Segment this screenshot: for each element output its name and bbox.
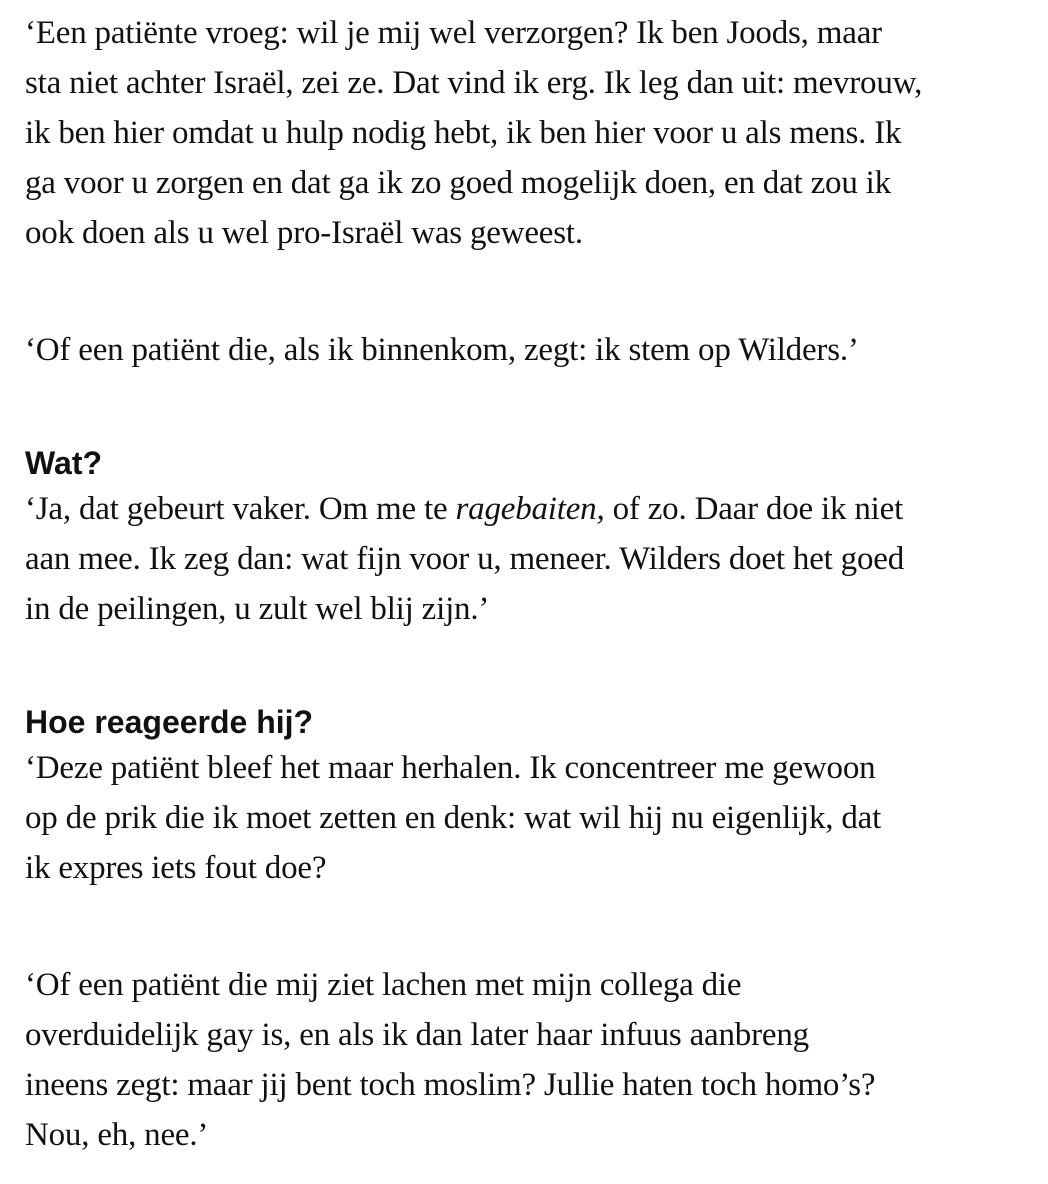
paragraph-2: ‘Of een patiënt die, als ik binnenkom, zegt: ik stem op Wilders.’ bbox=[25, 332, 859, 368]
paragraph-1: ‘Een patiënte vroeg: wil je mij wel verzorgen? Ik ben Joods, maar sta niet achter Israël, zei ze. Dat vind ik erg. Ik leg dan uit: mevrouw, ik ben hier omdat u hulp nodig hebt, ik ben hier voor u als mens. Ik ga voor u zorgen en dat ga ik zo goed mogelijk doen, en dat zou ik ook doen als u wel pro-Israël was geweest. bbox=[25, 15, 923, 251]
article-body bbox=[25, 8, 1048, 1160]
paragraph-spacer bbox=[25, 258, 1048, 325]
interview-question-2: Hoe reageerde hij? bbox=[25, 704, 314, 740]
paragraph-spacer bbox=[25, 375, 1048, 442]
paragraph-3-end: of zo. Daar doe ik niet aan mee. Ik zeg dan: wat fijn voor u, meneer. Wilders doet het goed in de peilingen, u zult wel blij zijn.’ bbox=[25, 491, 905, 627]
paragraph-spacer bbox=[25, 893, 1048, 960]
paragraph-3-start: ‘Ja, dat gebeurt vaker. Om me te bbox=[25, 491, 456, 527]
paragraph-4: ‘Deze patiënt bleef het maar herhalen. Ik concentreer me gewoon op de prik die ik moet zetten en denk: wat wil hij nu eigenlijk, dat ik expres iets fout doe? bbox=[25, 750, 882, 886]
paragraph-5: ‘Of een patiënt die mij ziet lachen met mijn collega die overduidelijk gay is, en als ik dan later haar infuus aanbreng ineens zegt: maar jij bent toch moslim? Jullie haten toch homo’s? Nou, eh, nee.’ bbox=[25, 967, 876, 1153]
paragraph-3 bbox=[25, 484, 1048, 634]
paragraph-spacer bbox=[25, 634, 1048, 701]
interview-question-1: Wat? bbox=[25, 445, 103, 481]
paragraph-3-italic: ragebaiten, bbox=[455, 491, 605, 527]
